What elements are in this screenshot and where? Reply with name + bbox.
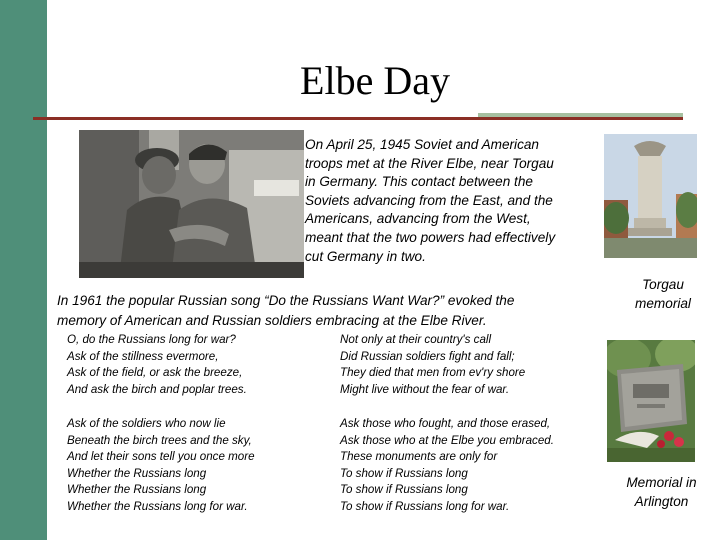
side-accent-bar <box>0 0 47 540</box>
verse-line: They died that men from ev'ry shore <box>340 366 526 380</box>
soldiers-embracing-photo <box>79 130 304 278</box>
verse-line: To show if Russians long <box>340 466 468 480</box>
intro-line: On April 25, 1945 Soviet and American <box>305 137 539 152</box>
intro-line: Americans, advancing from the West, <box>305 211 531 227</box>
verse-4 <box>340 416 554 516</box>
verse-line: And let their sons tell you once more <box>67 450 255 464</box>
verse-1 <box>67 332 247 398</box>
verse-line: Ask of the field, or ask the breeze, <box>67 366 243 380</box>
intro-line: meant that the two powers had effectively <box>305 229 556 245</box>
verse-line: These monuments are only for <box>340 450 498 464</box>
verse-line: Whether the Russians long <box>67 483 207 497</box>
verse-line: O, do the Russians long for war? <box>67 333 236 346</box>
verse-line: To show if Russians long for war. <box>340 499 510 513</box>
verse-line: And ask the birch and poplar trees. <box>67 382 247 396</box>
verse-line: Might live without the fear of war. <box>340 382 510 396</box>
intro-line: Soviets advancing from the East, and the <box>305 192 553 208</box>
title-divider <box>33 117 683 120</box>
verse-line: Ask those who at the Elbe you embraced. <box>340 433 554 447</box>
verse-line: Did Russian soldiers fight and fall; <box>340 349 515 363</box>
verse-2 <box>340 332 525 398</box>
song-line: In 1961 the popular Russian song “Do the Russians Want War?” evoked the <box>57 293 515 308</box>
torgau-memorial-caption <box>608 276 718 313</box>
caption-line: memorial <box>635 295 691 311</box>
verse-line: Not only at their country's call <box>340 333 492 346</box>
verse-line: Ask of the soldiers who now lie <box>67 417 226 430</box>
verse-line: Whether the Russians long <box>67 466 207 480</box>
intro-line: troops met at the River Elbe, near Torgau <box>305 155 554 171</box>
song-paragraph <box>57 291 602 331</box>
intro-line: cut Germany in two. <box>305 248 426 264</box>
slide-title: Elbe Day <box>300 58 450 103</box>
song-line: memory of American and Russian soldiers embracing at the Elbe River. <box>57 313 487 328</box>
torgau-memorial-photo <box>604 134 697 258</box>
verse-line: Ask those who fought, and those erased, <box>340 417 551 430</box>
verse-3 <box>67 416 255 516</box>
caption-line: Arlington <box>634 493 689 509</box>
intro-paragraph <box>305 136 605 266</box>
verse-line: Whether the Russians long for war. <box>67 499 248 513</box>
intro-line: in Germany. This contact between the <box>305 174 533 190</box>
caption-line: Torgau <box>642 277 684 292</box>
verse-line: Ask of the stillness evermore, <box>67 349 219 363</box>
arlington-memorial-caption <box>603 474 720 511</box>
verse-line: To show if Russians long <box>340 483 468 497</box>
caption-line: Memorial in <box>626 475 697 490</box>
arlington-memorial-photo <box>607 340 695 462</box>
verse-line: Beneath the birch trees and the sky, <box>67 433 252 447</box>
